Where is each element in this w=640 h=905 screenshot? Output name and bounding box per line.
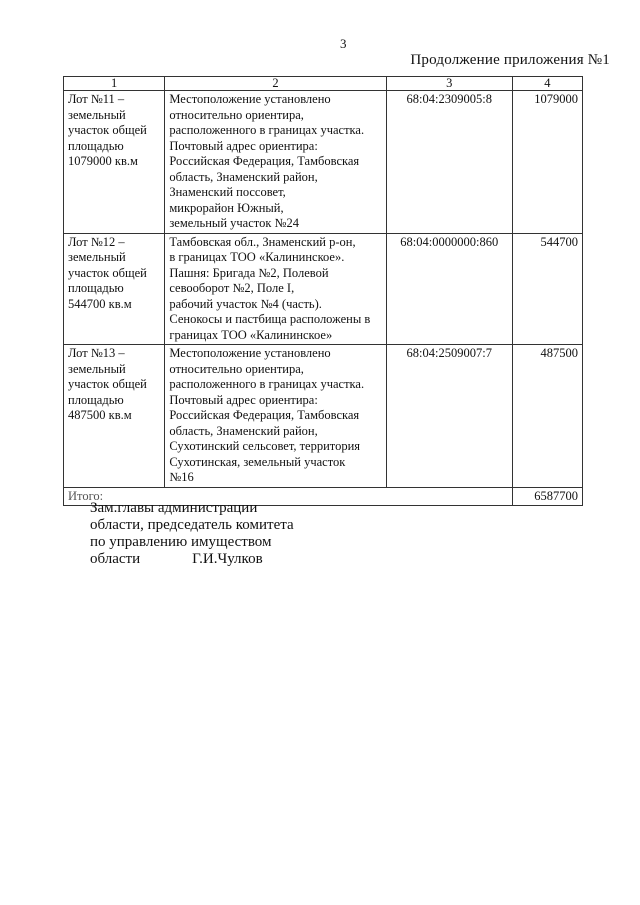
page-number: 3 [340,36,347,51]
cadastral-number-cell: 68:04:2309005:8 [386,91,512,234]
description-cell: Местоположение установлено относительно ориентира, расположенного в границах участка. Почтовый адрес ориентира: Российская Федерация, Тамбовская область, Знаменский район, Знаменский поссовет, микрорайон Южный, земельный участок №24 [165,91,386,234]
description-cell: Тамбовская обл., Знаменский р-он, в границах ТОО «Калининское». Пашня: Бригада №2, Полевой севооборот №2, Поле I, рабочий участок №4 (часть). Сенокосы и пастбища расположены в границах ТОО «Калининское» [165,233,386,345]
area-cell: 487500 [512,345,582,488]
continuation-heading: Продолжение приложения №1 [410,52,610,68]
area-cell: 1079000 [512,91,582,234]
table-header-row [64,77,583,91]
cadastral-number-cell: 68:04:0000000:860 [386,233,512,345]
signature-line-3: по управлению имуществом [90,534,272,550]
table-row [64,345,583,488]
area-cell: 544700 [512,233,582,345]
lot-cell: Лот №12 – земельный участок общей площадью 544700 кв.м [64,233,165,345]
cadastral-number-cell: 68:04:2509007:7 [386,345,512,488]
lot-cell: Лот №11 – земельный участок общей площадью 1079000 кв.м [64,91,165,234]
signatory-name: Г.И.Чулков [192,551,263,567]
total-value: 6587700 [512,487,582,506]
lot-cell: Лот №13 – земельный участок общей площадью 487500 кв.м [64,345,165,488]
signature-line-2: области, председатель комитета [90,517,294,533]
column-header-2: 2 [165,77,386,91]
signature-block [90,500,294,568]
column-header-1: 1 [64,77,165,91]
table-row [64,91,583,234]
table-row [64,233,583,345]
signature-line-4 [90,551,294,568]
total-label: Итого: [64,487,513,506]
signature-line-1: Зам.главы администрации [90,500,258,516]
signature-position: области [90,551,141,567]
column-header-3: 3 [386,77,512,91]
description-cell: Местоположение установлено относительно ориентира, расположенного в границах участка. Почтовый адрес ориентира: Российская Федерация, Тамбовская область, Знаменский район, Сухотинский сельсовет, территория Сухотинская, земельный участок №16 [165,345,386,488]
lots-table [63,76,583,506]
column-header-4: 4 [512,77,582,91]
